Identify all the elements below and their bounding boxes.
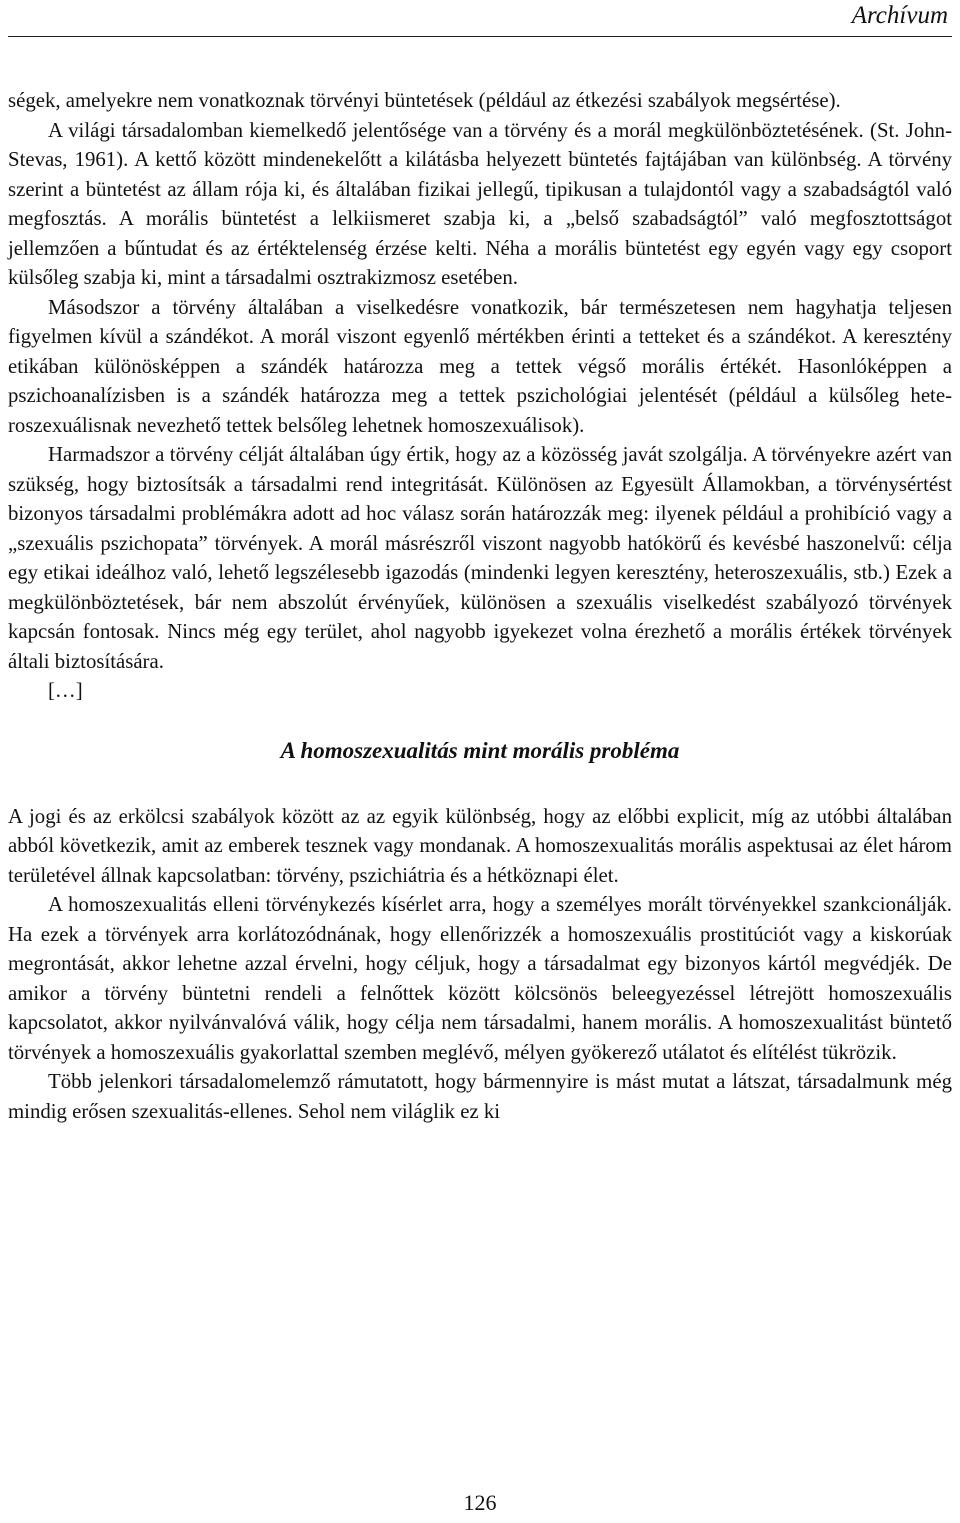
section-heading: A homoszexualitás mint morális probléma bbox=[280, 737, 680, 763]
body-paragraph: A jogi és az erkölcsi szabályok között az az egyik különbség, hogy az előbbi explicit, míg az utóbbi általában abból következik, amit az emberek tesznek vagy mondanak. A homoszexualitás morális aspektusai az élet három területével állnak kapcsolatban: törvény, pszichiátria és a hétköznapi élet. bbox=[8, 804, 952, 887]
omission-mark: […] bbox=[48, 679, 83, 702]
body-paragraph: Másodszor a törvény általában a viselkedésre vonatkozik, bár természetesen nem hagyhatja teljesen figyelmen kívül a szándékot. A morál viszont egyenlő mértékben érinti a tetteket és a szándékot. A keresztény etikában különösképpen a szándék határozza meg a tettek végső morális értékét. Hasonlóképpen a pszichoanalízisben is a szándék határozza meg a tettek pszichológiai jelentését (például a külsőleg heteroszexuálisnak nevezhető tettek belsőleg lehetnek homoszexuálisok). bbox=[8, 295, 952, 437]
body-paragraph: A homoszexualitás elleni törvénykezés kísérlet arra, hogy a személyes morált törvényekkel szankcionálják. Ha ezek a törvények arra korlátozódnának, hogy ellenőrizzék a homoszexuális prostitúciót vagy a kiskorúak megrontását, akkor lehetne azzal érvelni, hogy céljuk, hogy a társadalmat egy bizonyos kártól megvédjék. De amikor a törvény büntetni rendeli a felnőttek között kölcsönös beleegyezéssel létrejött homoszexuális kapcsolatot, akkor nyilvánvalóvá válik, hogy célja nem társadalmi, hanem morális. A homoszexualitást büntető törvények a homoszexuális gyakorlattal szemben meglévő, mélyen gyökerező utálatot és elítélést tükrözik. bbox=[8, 893, 952, 1064]
page-number: 126 bbox=[463, 1490, 497, 1515]
body-paragraph: A világi társadalomban kiemelkedő jelentősége van a törvény és a morál megkülönböztetésének. (St. John-Stevas, 1961). A kettő között mindenekelőtt a kilátásba helyezett büntetés fajtájában van különbség. A törvény szerint a büntetést az állam rója ki, és általában fizikai jellegű, tipikusan a tulajdontól vagy a szabadságtól való megfosztás. A morális büntetést a lelkiismeret szabja ki, a „belső szabadságtól” való megfosztottságot jellemzően a bűntudat és az értéktelenség érzése kelti. Néha a morális büntetést egy egyén vagy egy csoport külsőleg szabja ki, mint a társadalmi osztrakizmosz esetében. bbox=[8, 118, 952, 289]
page-body bbox=[8, 86, 952, 1126]
body-paragraph: Harmadszor a törvény célját általában úgy értik, hogy az a közösség javát szolgálja. A törvényekre azért van szükség, hogy biztosítsák a társadalmi rend integritását. Különösen az Egyesült Államokban, a törvénysértést bizonyos társadalmi problémákra adott ad hoc válasz során határozzák meg: ilyenek például a prohibíció vagy a „szexuális pszichopata” törvények. A morál másrészről viszont nagyobb hatókörű és kevésbé haszonelvű: célja egy etikai ideálhoz való, lehető legszélesebb igazodás (mindenki legyen keresztény, heteroszexuális, stb.) Ezek a megkülönböztetések, bár nem abszolút érvényűek, különösen a szexuális viselkedést szabályozó törvények kapcsán fontosak. Nincs még egy terület, ahol nagyobb igyekezet volna érezhető a morális értékek törvények általi biztosítására. bbox=[8, 443, 952, 673]
running-header bbox=[8, 0, 952, 37]
body-paragraph: ségek, amelyekre nem vonatkoznak törvényi büntetések (például az étkezési szabályok megsértése). bbox=[8, 89, 841, 112]
body-paragraph: Több jelenkori társadalomelemző rámutatott, hogy bármennyire is mást mutat a látszat, társadalmunk még mindig erősen szexualitás-ellenes. Sehol nem világlik ez ki bbox=[8, 1070, 952, 1123]
running-header-title: Archívum bbox=[851, 2, 948, 29]
